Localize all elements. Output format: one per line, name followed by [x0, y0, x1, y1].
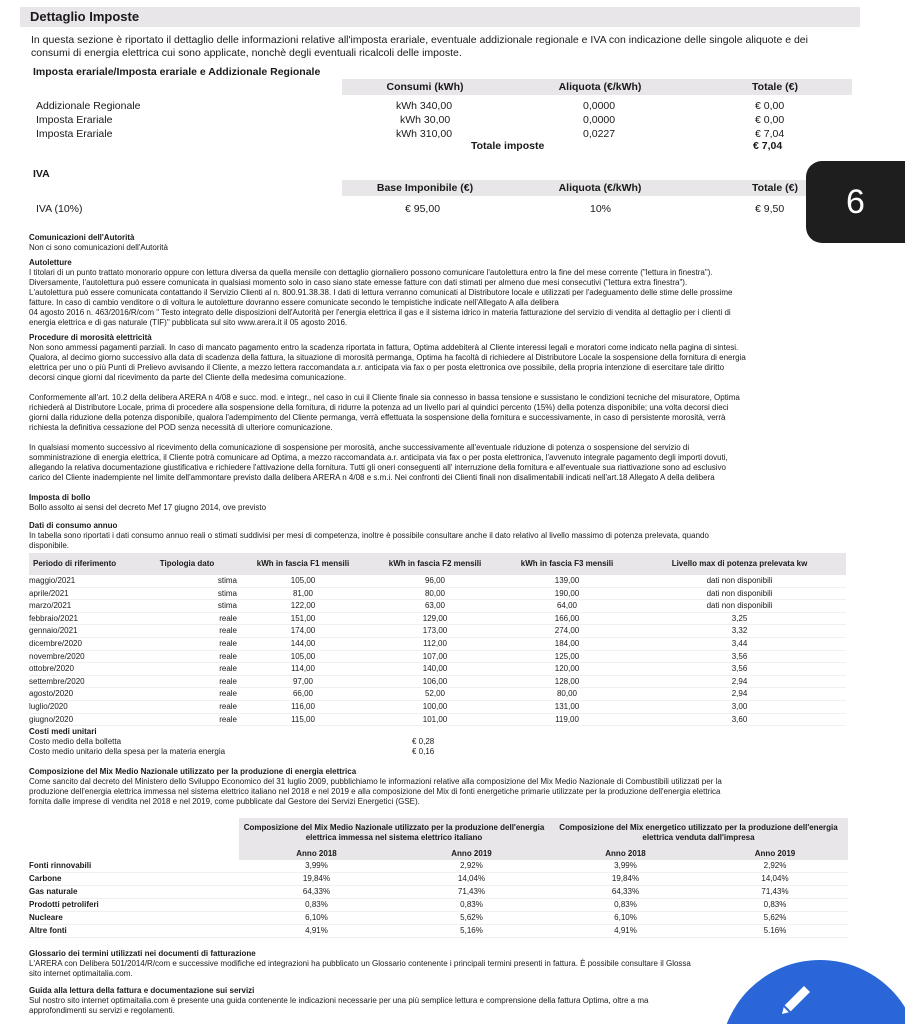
iva-row-aliquota: 10%: [590, 203, 612, 215]
morosita-line: richiederà al Distributore Locale, prima di procedere alla sospensione della fornitura, di ridurre la potenza ad un livello pari al quindici percento (15%) della potenza disponibile; una volta decorsi dieci: [29, 403, 729, 412]
consumo-line: In tabella sono riportati i dati consumo annuo reali o stimati suddivisi per mesi di competenza, inoltre è possibile consultare anche il dato relativo al livello massimo di potenza prelevata, quando: [29, 531, 709, 540]
mix-value: 71,43%: [702, 886, 848, 899]
consumo-row: [29, 688, 846, 701]
col-periodo: Periodo di riferimento: [29, 553, 137, 575]
col-f1: kWh in fascia F1 mensili: [237, 553, 369, 575]
cell-tipologia: reale: [137, 625, 237, 638]
col-f2: kWh in fascia F2 mensili: [369, 553, 501, 575]
consumo-title: Dati di consumo annuo: [29, 521, 118, 530]
mix-value: 5,62%: [702, 912, 848, 925]
mix-source: Fonti rinnovabili: [29, 860, 239, 873]
cell-potenza: dati non disponibili: [633, 587, 846, 600]
mix-value: 5.16%: [702, 925, 848, 938]
comunicazioni-text: Non ci sono comunicazioni dell'Autorità: [29, 243, 168, 252]
mix-line: Come sancito dal decreto del Ministero dello Sviluppo Economico del 31 luglio 2009, pubblichiamo le informazioni relative alla composizione del Mix Medio Nazionale di Combustibili utilizzati per la: [29, 777, 722, 786]
imposta-row-name: Addizionale Regionale: [36, 100, 141, 112]
comunicazioni-title: Comunicazioni dell'Autorità: [29, 233, 135, 242]
cell-f1: 122,00: [237, 600, 369, 613]
cell-f3: 139,00: [501, 575, 633, 587]
mix-value: 4,91%: [239, 925, 394, 938]
cell-f1: 97,00: [237, 675, 369, 688]
mix-value: 2,92%: [394, 860, 549, 873]
consumo-row: [29, 575, 846, 587]
glossario-title: Glossario dei termini utilizzati nei documenti di fatturazione: [29, 949, 256, 958]
costi-block: [29, 727, 844, 757]
imposta-row-name: Imposta Erariale: [36, 114, 113, 126]
cell-f2: 129,00: [369, 612, 501, 625]
autoletture-line: energia elettrica e di gas naturale (TIF)" pubblicata sul sito www.arera.it il 05 agosto 2016.: [29, 318, 348, 327]
mix-block: [29, 767, 844, 807]
mix-value: 3,99%: [239, 860, 394, 873]
cell-periodo: settembre/2020: [29, 675, 137, 688]
cell-potenza: 3,32: [633, 625, 846, 638]
mix-value: 14,04%: [702, 873, 848, 886]
costi-value: € 0,16: [412, 747, 435, 756]
mix-row: [29, 873, 848, 886]
cell-f2: 63,00: [369, 600, 501, 613]
mix-value: 2,92%: [702, 860, 848, 873]
imposta-row-totale: € 0,00: [755, 114, 785, 126]
imposta-col-totale: Totale (€): [752, 81, 798, 93]
cell-periodo: luglio/2020: [29, 700, 137, 713]
cell-periodo: marzo/2021: [29, 600, 137, 613]
morosita-line: decorsi cinque giorni dal ricevimento da parte del Cliente della medesima comunicazione.: [29, 373, 347, 382]
mix-value: 19,84%: [239, 873, 394, 886]
guida-line: approfondimenti su servizi e regolamenti.: [29, 1006, 175, 1015]
cell-f2: 173,00: [369, 625, 501, 638]
mix-row: [29, 912, 848, 925]
cell-potenza: 3,56: [633, 663, 846, 676]
cell-tipologia: stima: [137, 575, 237, 587]
autoletture-line: I titolari di un punto trattato monorario oppure con lettura diversa da quella mensile con dettaglio giornaliero possono comunicare l'autolettura entro la fine del mese corrente ("lettura in finestra").: [29, 268, 713, 277]
morosita-line: In qualsiasi momento successivo al ricevimento della comunicazione di sospensione per morosità, anche successivamente all'eventuale riduzione di potenza o sospensione del servizio di: [29, 443, 690, 452]
cell-periodo: novembre/2020: [29, 650, 137, 663]
cell-tipologia: reale: [137, 663, 237, 676]
cell-tipologia: reale: [137, 700, 237, 713]
imposta-row-aliquota: 0,0000: [583, 100, 616, 112]
imposta-totale-label: Totale imposte: [471, 140, 545, 152]
col-tipologia: Tipologia dato: [137, 553, 237, 575]
autoletture-line: 04 agosto 2016 n. 463/2016/R/com " Testo integrato delle disposizioni dell'Autorità per l'energia elettrica il gas e il sistema idrico in materia fatturazione del servizio di vendita al dettaglio per i clienti di: [29, 308, 731, 317]
mix-value: 0,83%: [549, 899, 702, 912]
imposta-row-consumi: kWh 340,00: [396, 100, 453, 112]
cell-periodo: febbraio/2021: [29, 612, 137, 625]
consumo-row: [29, 663, 846, 676]
imposta-totale-value: € 7,04: [753, 140, 783, 152]
cell-f1: 114,00: [237, 663, 369, 676]
cell-f1: 116,00: [237, 700, 369, 713]
col-potenza: Livello max di potenza prelevata kw: [633, 553, 846, 575]
cell-tipologia: reale: [137, 637, 237, 650]
consumo-row: [29, 713, 846, 726]
mix-title: Composizione del Mix Medio Nazionale utilizzato per la produzione di energia elettrica: [29, 767, 357, 776]
cell-f2: 106,00: [369, 675, 501, 688]
consumo-row: [29, 637, 846, 650]
mix-row: [29, 925, 848, 938]
autoletture-title: Autoletture: [29, 258, 72, 267]
cell-tipologia: reale: [137, 688, 237, 701]
bollo-text: Bollo assolto ai sensi del decreto Mef 17 giugno 2014, ove previsto: [29, 503, 267, 512]
imposta-col-aliquota: Aliquota (€/kWh): [558, 81, 642, 93]
cell-f2: 140,00: [369, 663, 501, 676]
iva-col-base: Base Imponibile (€): [376, 182, 474, 194]
morosita-block: [29, 333, 844, 483]
mix-year: Anno 2018: [549, 848, 702, 860]
cell-tipologia: reale: [137, 650, 237, 663]
mix-row: [29, 886, 848, 899]
imposta-col-consumi: Consumi (kWh): [386, 81, 464, 93]
cell-f1: 81,00: [237, 587, 369, 600]
cell-periodo: maggio/2021: [29, 575, 137, 587]
mix-value: 71,43%: [394, 886, 549, 899]
mix-value: 3,99%: [549, 860, 702, 873]
cell-f1: 105,00: [237, 650, 369, 663]
mix-group-nazionale: Composizione del Mix Medio Nazionale utilizzato per la produzione dell'energia elettrica immessa nel sistema elettrico italiano: [239, 818, 549, 848]
cell-f2: 52,00: [369, 688, 501, 701]
consumo-row: [29, 625, 846, 638]
pencil-icon: [776, 980, 816, 1020]
mix-year: Anno 2019: [702, 848, 848, 860]
cell-potenza: 3,56: [633, 650, 846, 663]
bollo-title: Imposta di bollo: [29, 493, 91, 502]
cell-f3: 80,00: [501, 688, 633, 701]
morosita-line: Qualora, al decimo giorno successivo alla data di scadenza della fattura, la situazione di morosità permanga, Optima ha facoltà di richiedere al Distributore Locale la sospensione della fornitura di energia: [29, 353, 746, 362]
cell-f3: 184,00: [501, 637, 633, 650]
consumo-row: [29, 600, 846, 613]
mix-value: 5,16%: [394, 925, 549, 938]
imposta-row-totale: € 0,00: [755, 100, 785, 112]
glossario-block: [29, 949, 844, 979]
consumo-row: [29, 612, 846, 625]
mix-source: Carbone: [29, 873, 239, 886]
mix-year: Anno 2018: [239, 848, 394, 860]
autoletture-block: [29, 258, 844, 328]
cell-f2: 101,00: [369, 713, 501, 726]
morosita-line: Non sono ammessi pagamenti parziali. In caso di mancato pagamento entro la scadenza riportata in fattura, Optima addebiterà al Cliente interessi legali e moratori come indicato nella pagina di sintesi.: [29, 343, 739, 352]
iva-row-name: IVA (10%): [36, 203, 83, 215]
iva-row-base: € 95,00: [405, 203, 441, 215]
mix-year-row: [29, 848, 848, 860]
costi-title: Costi medi unitari: [29, 727, 97, 736]
cell-f1: 144,00: [237, 637, 369, 650]
cell-f3: 190,00: [501, 587, 633, 600]
cell-f3: 166,00: [501, 612, 633, 625]
cell-f2: 112,00: [369, 637, 501, 650]
section-header-bar: [20, 7, 860, 27]
morosita-line: allegando la relativa documentazione giustificativa e richiedere l'attivazione della fornitura. Tutti gli oneri conseguenti all' interruzione della fornitura e all'eventuale sua riattivazione sono ad esclusivo: [29, 463, 726, 472]
costi-label: Costo medio della bolletta: [29, 737, 122, 746]
cell-periodo: agosto/2020: [29, 688, 137, 701]
cell-tipologia: reale: [137, 612, 237, 625]
mix-value: 64,33%: [239, 886, 394, 899]
imposta-row-aliquota: 0,0000: [583, 114, 616, 126]
iva-row-totale: € 9,50: [755, 203, 785, 215]
consumo-row: [29, 650, 846, 663]
morosita-line: carico del Cliente inadempiente nel limite dell'ammontare previsto dalla delibera ARERA n 4/08 e s.m.i. Nei confronti dei Clienti finali non disalimentabili indicati nell'art.18 Allegato A della delibera: [29, 473, 715, 482]
cell-f2: 100,00: [369, 700, 501, 713]
consumo-line: disponibile.: [29, 541, 70, 550]
mix-value: 64,33%: [549, 886, 702, 899]
mix-group-impresa: Composizione del Mix energetico utilizzato per la produzione dell'energia elettrica venduta dall'impresa: [549, 818, 848, 848]
mix-row: [29, 899, 848, 912]
cell-potenza: dati non disponibili: [633, 575, 846, 587]
col-f3: kWh in fascia F3 mensili: [501, 553, 633, 575]
imposta-row-totale: € 7,04: [755, 128, 785, 140]
cell-tipologia: reale: [137, 713, 237, 726]
cell-f2: 80,00: [369, 587, 501, 600]
mix-value: 4,91%: [549, 925, 702, 938]
consumo-row: [29, 700, 846, 713]
cell-periodo: aprile/2021: [29, 587, 137, 600]
mix-value: 6,10%: [549, 912, 702, 925]
imposta-row-aliquota: 0,0227: [583, 128, 616, 140]
consumo-header-row: [29, 553, 846, 575]
section-title: Dettaglio Imposte: [30, 9, 140, 24]
mix-row: [29, 860, 848, 873]
cell-tipologia: stima: [137, 587, 237, 600]
iva-col-aliquota: Aliquota (€/kWh): [558, 182, 642, 194]
mix-source: Prodotti petroliferi: [29, 899, 239, 912]
mix-value: 14,04%: [394, 873, 549, 886]
morosita-line: giorni dalla riduzione della potenza disponibile, qualora l'adempimento del Cliente permanga, verrà effettuata la sospensione della fornitura e successivamente, in caso di persistente morosità, verrà: [29, 413, 726, 422]
iva-col-totale: Totale (€): [752, 182, 798, 194]
cell-tipologia: reale: [137, 675, 237, 688]
consumo-row: [29, 587, 846, 600]
cell-potenza: 2,94: [633, 675, 846, 688]
mix-source: Altre fonti: [29, 925, 239, 938]
glossario-line: L'ARERA con Delibera 501/2014/R/com e successive modifiche ed integrazioni ha pubblicato un Glossario contenente i principali termini presenti in fattura. È possibile consultare il Glossa: [29, 959, 691, 968]
mix-line: fornita dalle imprese di vendita nel 2018 e nel 2019, come pubblicate dal Gestore dei Servizi Energetici (GSE).: [29, 797, 420, 806]
cell-f3: 125,00: [501, 650, 633, 663]
mix-source: Gas naturale: [29, 886, 239, 899]
autoletture-line: fatture. In caso di cambio venditore o di voltura le autoletture dovranno essere comunicate secondo le tempistiche indicate nell'Allegato A alla delibera: [29, 298, 559, 307]
mix-value: 0,83%: [239, 899, 394, 912]
cell-f1: 115,00: [237, 713, 369, 726]
bollo-block: [29, 493, 844, 513]
cell-f3: 64,00: [501, 600, 633, 613]
guida-title: Guida alla lettura della fattura e documentazione sui servizi: [29, 986, 255, 995]
mix-year: Anno 2019: [394, 848, 549, 860]
consumo-row: [29, 675, 846, 688]
guida-line: Sul nostro sito internet optimaitalia.com è presente una guida contenente le indicazioni necessarie per una più semplice lettura e comprensione della fattura Optima, oltre a ma: [29, 996, 649, 1005]
consumo-table: [29, 553, 846, 726]
guida-block: [29, 986, 844, 1016]
cell-periodo: giugno/2020: [29, 713, 137, 726]
cell-tipologia: stima: [137, 600, 237, 613]
mix-table: [29, 818, 848, 938]
cell-potenza: 3,00: [633, 700, 846, 713]
consumo-block: [29, 521, 844, 551]
cell-potenza: 3,44: [633, 637, 846, 650]
cell-periodo: ottobre/2020: [29, 663, 137, 676]
morosita-line: somministrazione di energia elettrica, il Cliente potrà comunicare ad Optima, a mezzo raccomandata a.r. anticipata via fax o per posta elettronica, l'avvenuto integrale pagamento degli importi dovuti,: [29, 453, 728, 462]
glossario-line: sito internet optimaitalia.com.: [29, 969, 133, 978]
cell-f1: 174,00: [237, 625, 369, 638]
cell-f2: 107,00: [369, 650, 501, 663]
cell-f3: 119,00: [501, 713, 633, 726]
imposta-title: Imposta erariale/Imposta erariale e Addizionale Regionale: [33, 66, 321, 78]
costi-value: € 0,28: [412, 737, 435, 746]
imposta-row-name: Imposta Erariale: [36, 128, 113, 140]
cell-f1: 66,00: [237, 688, 369, 701]
mix-value: 5,62%: [394, 912, 549, 925]
cell-f3: 128,00: [501, 675, 633, 688]
morosita-line: elettrica per uno o più Punti di Prelievo avvisando il Cliente, a mezzo lettera raccomandata a.r. anticipata via fax o per posta elettronica ove possibile, della propria intenzione di esercitare tale diritto: [29, 363, 725, 372]
cell-periodo: gennaio/2021: [29, 625, 137, 638]
autoletture-line: Diversamente, l'autolettura può essere comunicata in qualsiasi momento solo in caso siano state emesse fatture con dati stimati per almeno due mesi consecutivi ("lettura extra finestra").: [29, 278, 688, 287]
morosita-title: Procedure di morosità elettricità: [29, 333, 152, 342]
imposta-row-consumi: kWh 30,00: [400, 114, 451, 126]
cell-f3: 120,00: [501, 663, 633, 676]
imposta-row-consumi: kWh 310,00: [396, 128, 453, 140]
cell-potenza: 3,25: [633, 612, 846, 625]
autoletture-line: L'autolettura può essere comunicata contattando il Servizio Clienti al n. 800.91.38.38. I dati di lettura verranno comunicati al Distributore locale e utilizzati per l'adeguamento delle stime delle prossime: [29, 288, 733, 297]
section-intro: In questa sezione è riportato il dettaglio delle informazioni relative all'imposta erariale, eventuale addizionale regionale e IVA con indicazione delle singole aliquote e dei consumi di energia elettrica cui sono applicate, nonchè degli eventuali ricalcoli delle imposte.: [31, 34, 808, 59]
cell-f3: 131,00: [501, 700, 633, 713]
mix-value: 0,83%: [702, 899, 848, 912]
cell-potenza: dati non disponibili: [633, 600, 846, 613]
mix-value: 6,10%: [239, 912, 394, 925]
mix-value: 19,84%: [549, 873, 702, 886]
cell-f3: 274,00: [501, 625, 633, 638]
cell-periodo: dicembre/2020: [29, 637, 137, 650]
morosita-line: richiesta la definitiva cessazione del POD senza necessità di ulteriore comunicazione.: [29, 423, 333, 432]
mix-line: produzione dell'energia elettrica immessa nel sistema elettrico italiano nel 2018 e nel 2019 e alla composizione del Mix di fonti energetiche primarie utilizzate per la produzione dell'energia elettrica: [29, 787, 721, 796]
mix-group-row: [29, 818, 848, 848]
morosita-line: Conformemente all'art. 10.2 della delibera ARERA n 4/08 e succ. mod. e integr., nel caso in cui il Cliente finale sia connesso in bassa tensione e sussistano le condizioni tecniche del misuratore, Optima: [29, 393, 740, 402]
cell-potenza: 2,94: [633, 688, 846, 701]
iva-title: IVA: [33, 168, 50, 180]
page-number-badge: 6: [806, 161, 905, 243]
cell-potenza: 3,60: [633, 713, 846, 726]
mix-source: Nucleare: [29, 912, 239, 925]
mix-value: 0,83%: [394, 899, 549, 912]
cell-f2: 96,00: [369, 575, 501, 587]
comunicazioni-block: [29, 233, 844, 253]
costi-label: Costo medio unitario della spesa per la materia energia: [29, 747, 226, 756]
cell-f1: 151,00: [237, 612, 369, 625]
cell-f1: 105,00: [237, 575, 369, 587]
